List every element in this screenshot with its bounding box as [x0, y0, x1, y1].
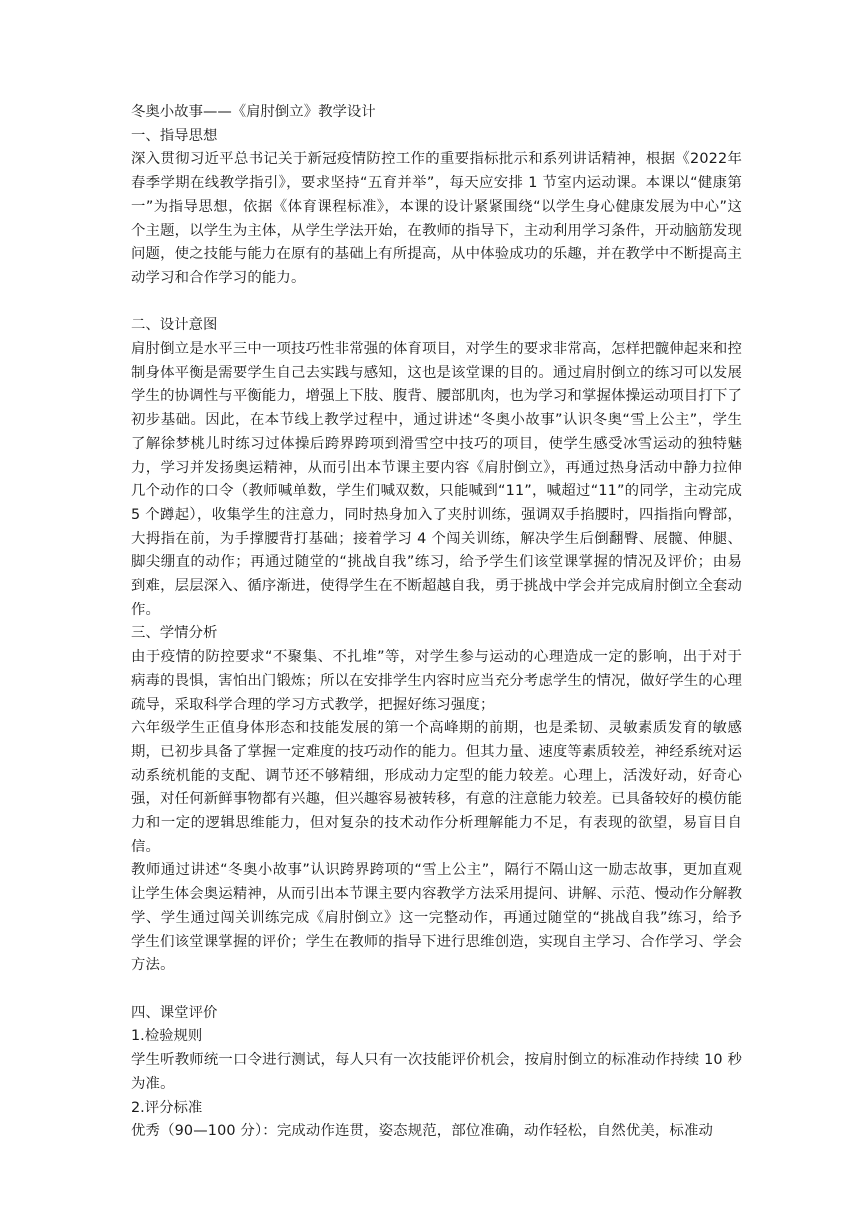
paragraph-learner-analysis-1: 由于疫情的防控要求“不聚集、不扎堆”等，对学生参与运动的心理造成一定的影响，出于对于病毒的畏惧，害怕出门锻炼；所以在安排学生内容时应当充分考虑学生的情况，做好学生的心理疏导，采取科学合理的学习方式教学，把握好练习强度； — [131, 649, 742, 713]
paragraph-test-rules: 学生听教师统一口令进行测试，每人只有一次技能评价机会，按肩肘倒立的标准动作持续 10 秒为准。 — [131, 1052, 742, 1092]
section-heading-classroom-evaluation: 四、课堂评价 — [131, 1004, 218, 1021]
blank-line — [131, 978, 742, 1002]
blank-line — [131, 291, 742, 315]
document-title: 冬奥小故事——《肩肘倒立》教学设计 — [131, 104, 376, 120]
paragraph-learner-analysis-3: 教师通过讲述“冬奥小故事”认识跨界跨项的“雪上公主”，隔行不隔山这一励志故事，更加直观让学生体会奥运精神，从而引出本节课主要内容教学方法采用提问、讲解、示范、慢动作分解教学、学生通过闯关训练完成《肩肘倒立》这一完整动作，再通过随堂的“挑战自我”练习，给予学生们该堂课掌握的评价；学生在教师的指导下进行思维创造，实现自主学习、合作学习、学会方法。 — [131, 862, 742, 974]
paragraph-learner-analysis-2: 六年级学生正值身体形态和技能发展的第一个高峰期的前期，也是柔韧、灵敏素质发育的敏感期，已初步具备了掌握一定难度的技巧动作的能力。但其力量、速度等素质较差，神经系统对运动系统机能的支配、调节还不够精细，形成动力定型的能力较差。心理上，活泼好动，好奇心强，对任何新鲜事物都有兴趣，但兴趣容易被转移，有意的注意能力较差。已具备较好的模仿能力和一定的逻辑思维能力，但对复杂的技术动作分析理解能力不足，有表现的欲望，易盲目自信。 — [131, 720, 742, 855]
subheading-scoring-criteria: 2.评分标准 — [131, 1099, 203, 1116]
subheading-test-rules: 1.检验规则 — [131, 1028, 203, 1045]
section-heading-design-intent: 二、设计意图 — [131, 317, 218, 334]
section-heading-guiding-ideology: 一、指导思想 — [131, 127, 218, 144]
paragraph-design-intent: 肩肘倒立是水平三中一项技巧性非常强的体育项目，对学生的要求非常高，怎样把髋伸起来和控制身体平衡是需要学生自己去实践与感知，这也是该堂课的目的。通过肩肘倒立的练习可以发展学生的协调性与平衡能力，增强上下肢、腹背、腰部肌肉，也为学习和掌握体操运动项目打下了初步基础。因此，在本节线上教学过程中，通过讲述“冬奥小故事”认识冬奥“雪上公主”，学生了解徐梦桃儿时练习过体操后跨界跨项到滑雪空中技巧的项目，使学生感受冰雪运动的独特魅力，学习并发扬奥运精神，从而引出本节课主要内容《肩肘倒立》，再通过热身活动中静力拉伸几个动作的口令（教师喊单数，学生们喊双数，只能喊到“11”，喊超过“11”的同学，主动完成 5 个蹲起），收集学生的注意力，同时热身加入了夹肘训练，强调双手掐腰时，四指指向臀部，大拇指在前，为手撑腰背打基础；接着学习 4 个闯关训练，解决学生后倒翻臀、展髋、伸腿、脚尖绷直的动作；再通过随堂的“挑战自我”练习，给予学生们该堂课掌握的情况及评价；由易到难，层层深入、循序渐进，使得学生在不断超越自我，勇于挑战中学会并完成肩肘倒立全套动作。 — [131, 341, 742, 618]
paragraph-scoring-criteria: 优秀（90—100 分）：完成动作连贯，姿态规范，部位准确，动作轻松，自然优美，标准动 — [131, 1123, 714, 1140]
paragraph-guiding-ideology: 深入贯彻习近平总书记关于新冠疫情防控工作的重要指标批示和系列讲话精神，根据《2022年春季学期在线教学指引》，要求坚持“五育并举”，每天应安排 1 节室内运动课。本课以“健康第一”为指导思想，依据《体育课程标准》，本课的设计紧紧围绕“以学生身心健康发展为中心”这个主题，以学生为主体，从学生学法开始，在教师的指导下，主动利用学习条件，开动脑筋发现问题，使之技能与能力在原有的基础上有所提高，从中体验成功的乐趣，并在教学中不断提高主动学习和合作学习的能力。 — [131, 151, 742, 286]
section-heading-learner-analysis: 三、学情分析 — [131, 625, 218, 642]
